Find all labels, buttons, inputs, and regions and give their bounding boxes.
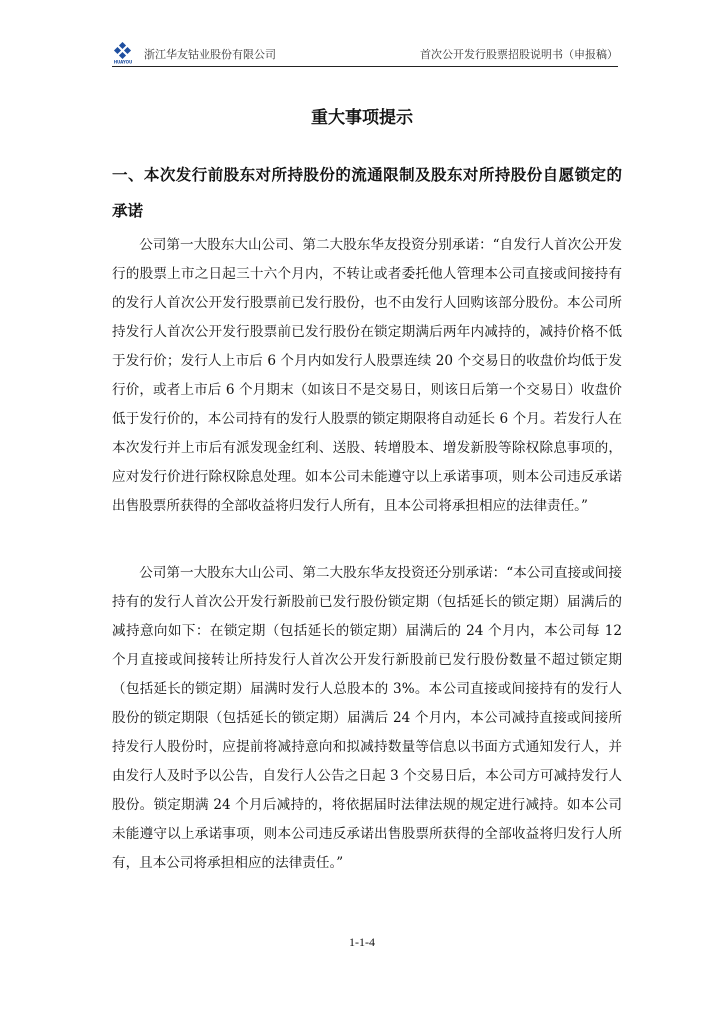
document-title: 首次公开发行股票招股说明书（申报稿） xyxy=(420,48,618,61)
logo-wordmark: HUAYOU xyxy=(113,59,133,64)
company-logo-icon xyxy=(112,42,134,64)
page-header xyxy=(112,40,618,67)
page-title: 重大事项提示 xyxy=(311,108,413,128)
page-number: 1-1-4 xyxy=(349,935,375,949)
paragraph-2: 公司第一大股东大山公司、第二大股东华友投资还分别承诺：“本公司直接或间接持有的发行人首次公开发行新股前已发行股份锁定期（包括延长的锁定期）届满后的减持意向如下：在锁定期（包括延长的锁定期）届满后的 24 个月内，本公司每 12 个月直接或间接转让所持发行人首次公开发行新股前已发行股份数量不超过锁定期（包括延长的锁定期）届满时发行人总股本的 3%。本公司直接或间接持有的发行人股份的锁定期限（包括延长的锁定期）届满后 24 个月内，本公司减持直接或间接所持发行人股份时，应提前将减持意向和拟减持数量等信息以书面方式通知发行人，并由发行人及时予以公告，自发行人公告之日起 3 个交易日后，本公司方可减持发行人股份。锁定期满 24 个月后减持的，将依据届时法律法规的规定进行减持。如本公司未能遵守以上承诺事项，则本公司违反承诺出售股票所获得的全部收益将归发行人所有，且本公司将承担相应的法律责任。” xyxy=(112,565,622,871)
paragraph-1: 公司第一大股东大山公司、第二大股东华友投资分别承诺：“自发行人首次公开发行的股票上市之日起三十六个月内，不转让或者委托他人管理本公司直接或间接持有的发行人首次公开发行股票前已发行股份，也不由发行人回购该部分股份。本公司所持发行人首次公开发行股票前已发行股份在锁定期满后两年内减持的，减持价格不低于发行价；发行人上市后 6 个月内如发行人股票连续 20 个交易日的收盘价均低于发行价，或者上市后 6 个月期末（如该日不是交易日，则该日后第一个交易日）收盘价低于发行价的，本公司持有的发行人股票的锁定期限将自动延长 6 个月。若发行人在本次发行并上市后有派发现金红利、送股、转增股本、增发新股等除权除息事项的，应对发行价进行除权除息处理。如本公司未能遵守以上承诺事项，则本公司违反承诺出售股票所获得的全部收益将归发行人所有，且本公司将承担相应的法律责任。” xyxy=(112,237,622,514)
section-heading: 一、本次发行前股东对所持股份的流通限制及股东对所持股份自愿锁定的承诺 xyxy=(112,166,622,220)
company-name: 浙江华友钴业股份有限公司 xyxy=(144,48,276,61)
